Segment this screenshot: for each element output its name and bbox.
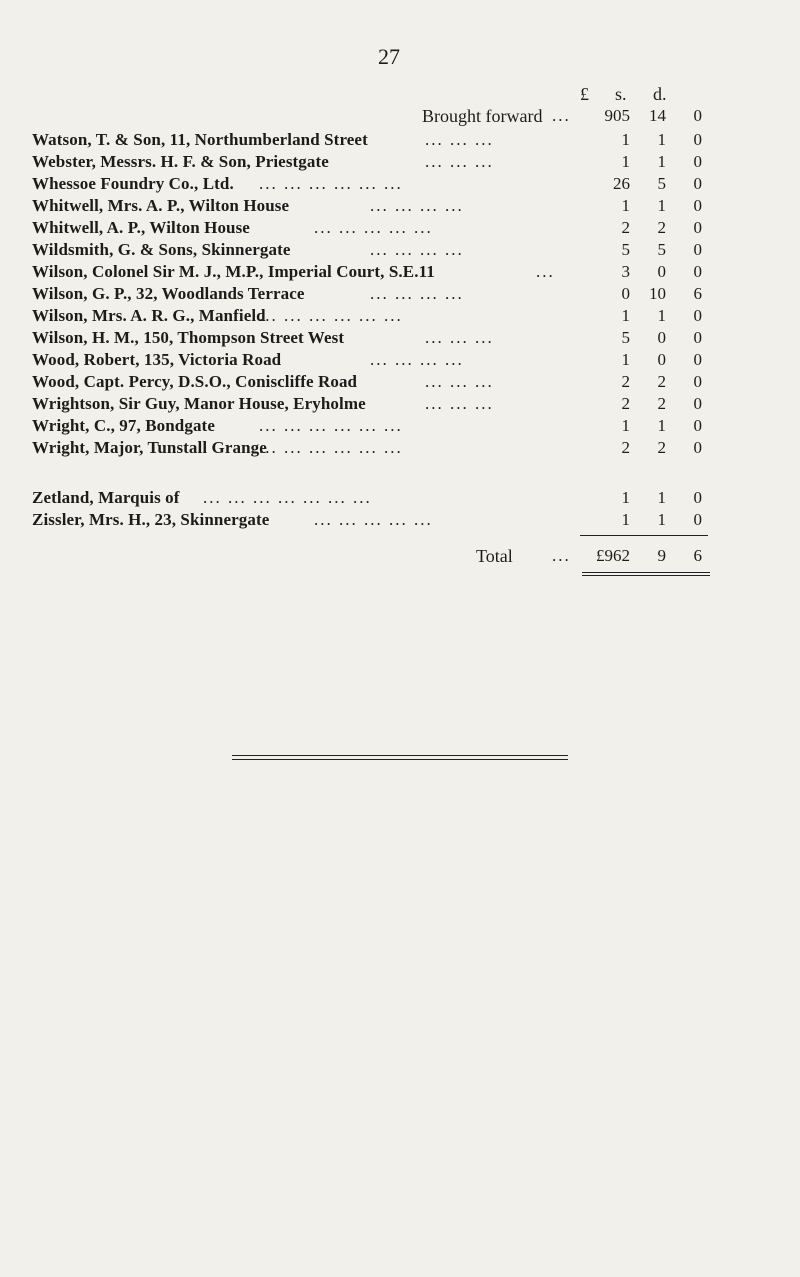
shillings-value: 14 — [649, 106, 666, 125]
total-rule-double-top — [582, 572, 710, 573]
pence-value: 0 — [693, 438, 702, 457]
brought-forward-row — [32, 105, 772, 127]
pence-value: 0 — [693, 152, 702, 171]
list-item — [32, 349, 772, 371]
pence-value: 0 — [693, 218, 702, 237]
subscriber-name: Wilson, G. P., 32, Woodlands Terrace — [32, 284, 305, 303]
leader-dots: ... — [552, 106, 571, 125]
list-item — [32, 195, 772, 217]
leader-dots: ... ... ... ... — [370, 196, 464, 215]
pounds-value: 1 — [621, 416, 630, 435]
pounds-value: 2 — [621, 394, 630, 413]
pounds-value: 5 — [621, 328, 630, 347]
total-label: Total — [476, 546, 513, 566]
pence-value: 0 — [693, 510, 702, 529]
leader-dots: ... ... ... — [425, 130, 494, 149]
pounds-header: £ — [580, 84, 589, 104]
list-item — [32, 327, 772, 349]
leader-dots: ... ... ... ... ... ... — [259, 174, 403, 193]
shillings-value: 1 — [657, 130, 666, 149]
pounds-value: 2 — [621, 438, 630, 457]
shillings-value: 0 — [657, 350, 666, 369]
pence-value: 0 — [693, 106, 702, 125]
total-rule-double-bottom — [582, 575, 710, 576]
leader-dots: ... ... ... ... — [370, 240, 464, 259]
subscriber-name: Wright, Major, Tunstall Grange — [32, 438, 267, 457]
pounds-value: 5 — [621, 240, 630, 259]
total-rule-top — [580, 535, 708, 536]
pence-value: 0 — [693, 130, 702, 149]
subscriber-name: Wildsmith, G. & Sons, Skinnergate — [32, 240, 291, 259]
shillings-value: 2 — [657, 438, 666, 457]
pounds-value: 1 — [621, 130, 630, 149]
pounds-value: 1 — [621, 350, 630, 369]
pounds-value: 905 — [604, 106, 630, 125]
list-item — [32, 415, 772, 437]
shillings-value: 1 — [657, 416, 666, 435]
list-item — [32, 151, 772, 173]
shillings-header: s. — [615, 84, 627, 104]
subscriber-name: Watson, T. & Son, 11, Northumberland Street — [32, 130, 368, 149]
shillings-value: 0 — [657, 328, 666, 347]
shillings-value: 5 — [657, 174, 666, 193]
leader-dots: ... ... ... ... ... ... — [259, 438, 403, 457]
pence-value: 0 — [693, 394, 702, 413]
subscriber-name: Zissler, Mrs. H., 23, Skinnergate — [32, 510, 270, 529]
subscriber-name: Wood, Capt. Percy, D.S.O., Coniscliffe Road — [32, 372, 358, 391]
list-item — [32, 487, 772, 509]
pence-value: 0 — [693, 350, 702, 369]
pounds-value: 1 — [621, 488, 630, 507]
pounds-value: 1 — [621, 306, 630, 325]
pounds-value: 2 — [621, 218, 630, 237]
shillings-value: 5 — [657, 240, 666, 259]
pence-value: 0 — [693, 488, 702, 507]
pence-value: 0 — [693, 240, 702, 259]
leader-dots: ... ... ... ... ... ... ... — [203, 488, 372, 507]
leader-dots: ... ... ... — [425, 372, 494, 391]
list-item — [32, 217, 772, 239]
pence-value: 0 — [693, 372, 702, 391]
pounds-value: 0 — [621, 284, 630, 303]
pounds-value: £962 — [596, 546, 630, 565]
leader-dots: ... ... ... ... ... ... — [259, 306, 403, 325]
shillings-value: 2 — [657, 372, 666, 391]
list-item — [32, 239, 772, 261]
subscriber-name: Zetland, Marquis of — [32, 488, 180, 507]
leader-dots: ... ... ... ... — [370, 350, 464, 369]
end-rule-top — [232, 755, 568, 756]
list-item — [32, 371, 772, 393]
shillings-value: 9 — [657, 546, 666, 565]
leader-dots: ... ... ... ... — [370, 284, 464, 303]
subscriber-name: Whitwell, A. P., Wilton House — [32, 218, 250, 237]
pence-value: 0 — [693, 196, 702, 215]
pence-value: 6 — [693, 284, 702, 303]
list-item — [32, 173, 772, 195]
leader-dots: ... ... ... ... ... ... — [259, 416, 403, 435]
subscriber-name: Whitwell, Mrs. A. P., Wilton House — [32, 196, 290, 215]
subscriber-name: Wood, Robert, 135, Victoria Road — [32, 350, 282, 369]
shillings-value: 2 — [657, 394, 666, 413]
shillings-value: 1 — [657, 196, 666, 215]
pounds-value: 1 — [621, 510, 630, 529]
subscriber-name: Wilson, Mrs. A. R. G., Manfield — [32, 306, 266, 325]
list-item — [32, 305, 772, 327]
subscriber-name: Wilson, Colonel Sir M. J., M.P., Imperial Court, S.E.11 — [32, 262, 435, 281]
subscriber-name: Wright, C., 97, Bondgate — [32, 416, 215, 435]
page-number: 27 — [378, 44, 400, 69]
list-item — [32, 283, 772, 305]
pence-value: 0 — [693, 416, 702, 435]
leader-dots: ... ... ... — [425, 328, 494, 347]
shillings-value: 10 — [649, 284, 666, 303]
pounds-value: 1 — [621, 152, 630, 171]
shillings-value: 1 — [657, 510, 666, 529]
list-item — [32, 509, 772, 531]
pounds-value: 3 — [621, 262, 630, 281]
list-item — [32, 261, 772, 283]
pence-value: 0 — [693, 174, 702, 193]
subscriber-name: Wrightson, Sir Guy, Manor House, Eryholme — [32, 394, 366, 413]
pounds-value: 1 — [621, 196, 630, 215]
subscriber-name: Wilson, H. M., 150, Thompson Street West — [32, 328, 345, 347]
subscriber-name: Webster, Messrs. H. F. & Son, Priestgate — [32, 152, 329, 171]
pounds-value: 2 — [621, 372, 630, 391]
brought-forward-label: Brought forward — [422, 106, 543, 126]
pence-value: 0 — [693, 262, 702, 281]
shillings-value: 0 — [657, 262, 666, 281]
pence-value: 0 — [693, 328, 702, 347]
pence-header: d. — [653, 84, 667, 104]
list-item — [32, 129, 772, 151]
shillings-value: 1 — [657, 152, 666, 171]
leader-dots: ... ... ... ... ... — [314, 218, 433, 237]
list-item — [32, 393, 772, 415]
pence-value: 0 — [693, 306, 702, 325]
end-rule-bottom — [232, 759, 568, 760]
pence-value: 6 — [693, 546, 702, 565]
leader-dots: ... ... ... ... ... — [314, 510, 433, 529]
leader-dots: ... ... ... — [425, 152, 494, 171]
leader-dots: ... ... ... — [425, 394, 494, 413]
list-item — [32, 437, 772, 459]
subscriber-name: Whessoe Foundry Co., Ltd. — [32, 174, 234, 193]
shillings-value: 2 — [657, 218, 666, 237]
leader-dots: ... — [536, 262, 555, 281]
shillings-value: 1 — [657, 488, 666, 507]
shillings-value: 1 — [657, 306, 666, 325]
total-row — [32, 545, 772, 567]
leader-dots: ... — [552, 546, 571, 565]
pounds-value: 26 — [613, 174, 630, 193]
